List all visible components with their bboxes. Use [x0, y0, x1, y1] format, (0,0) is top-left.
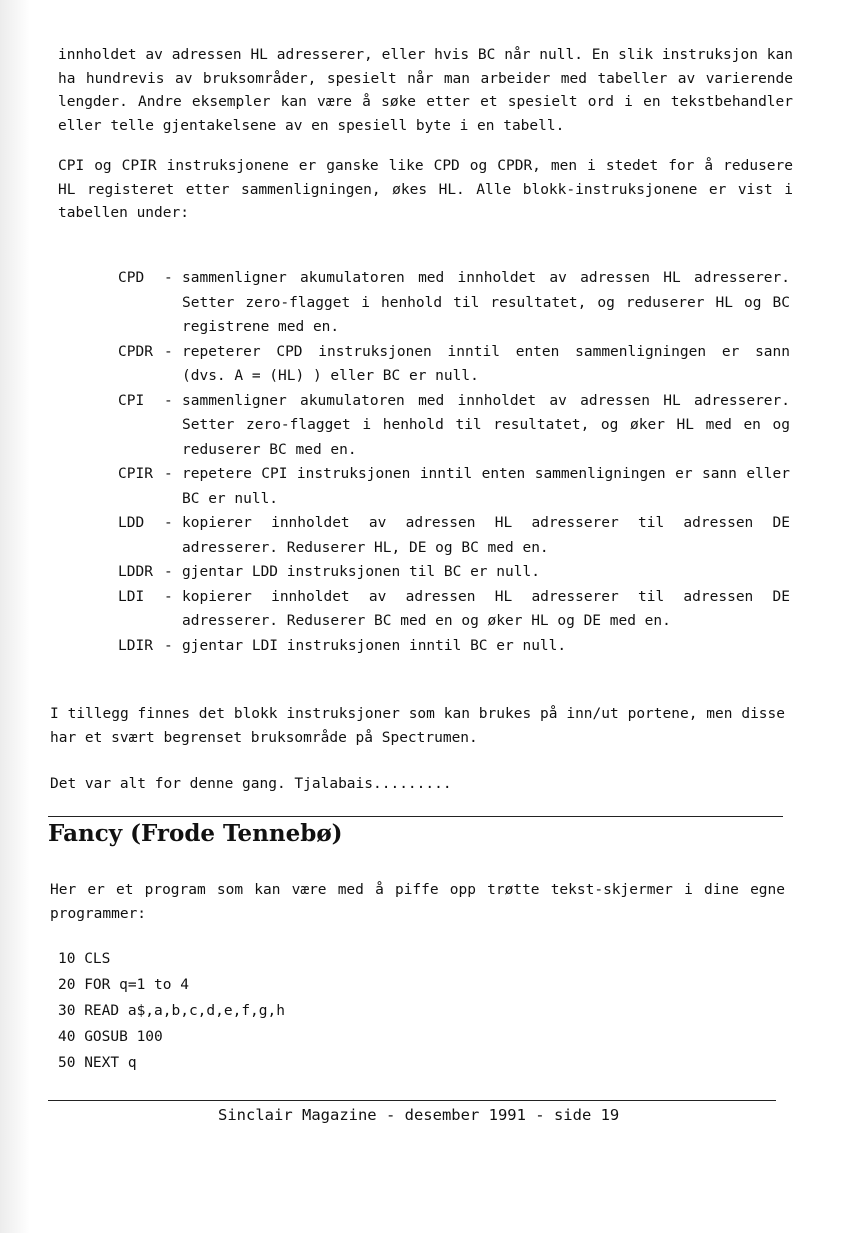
instruction-row — [118, 266, 790, 340]
instruction-dash: - — [164, 392, 173, 409]
intro-text — [58, 44, 793, 243]
code-line: 10 CLS — [58, 951, 111, 967]
instruction-row — [118, 511, 790, 560]
instruction-dash: - — [164, 466, 173, 482]
instruction-dash: - — [164, 515, 173, 531]
code-line: 50 NEXT q — [58, 1055, 137, 1071]
instruction-table — [118, 266, 790, 658]
instruction-dash: - — [164, 637, 173, 654]
footer-divider — [48, 1100, 776, 1101]
instruction-description: kopierer innholdet av adressen HL adresserer til adressen DE adresserer. Reduserer HL, DE og BC med en. — [182, 515, 790, 556]
intro-paragraph-2: CPI og CPIR instruksjonene er ganske like CPD og CPDR, men i stedet for å redusere HL registeret etter sammenligningen, økes HL. Alle blokk-instruksjonene er vist i tabellen under: — [58, 158, 793, 221]
instruction-description: repeterer CPD instruksjonen inntil enten sammenligningen er sann (dvs. A = (HL) ) eller BC er null. — [182, 343, 790, 384]
code-line: 20 FOR q=1 to 4 — [58, 977, 189, 993]
page-footer: Sinclair Magazine - desember 1991 - side 19 — [218, 1106, 620, 1124]
instruction-row — [118, 634, 790, 659]
instruction-mnemonic: CPIR — [118, 466, 153, 482]
outro-text — [50, 702, 785, 818]
instruction-mnemonic: LDIR — [118, 637, 153, 654]
instruction-mnemonic: CPD — [118, 270, 145, 286]
instruction-mnemonic: CPDR — [118, 343, 153, 360]
instruction-row — [118, 560, 790, 585]
instruction-row — [118, 389, 790, 463]
section-intro: Her er et program som kan være med å piffe opp trøtte tekst-skjermer i dine egne programmer: — [50, 882, 785, 922]
section-heading: Fancy (Frode Tennebø) — [48, 816, 783, 849]
code-listing — [58, 946, 285, 1076]
intro-paragraph-1: innholdet av adressen HL adresserer, eller hvis BC når null. En slik instruksjon kan ha hundrevis av bruksområder, spesielt når man arbeider med tabeller av varierende lengder. Andre eksempler kan være å søke etter et spesielt ord i en tekstbehandler eller telle gjentakelsene av en spesiell byte i en tabell. — [58, 47, 793, 134]
page-edge-shadow — [0, 0, 30, 1233]
instruction-mnemonic: CPI — [118, 392, 145, 409]
instruction-row — [118, 585, 790, 634]
instruction-mnemonic: LDD — [118, 515, 145, 531]
instruction-dash: - — [164, 564, 173, 580]
instruction-dash: - — [164, 588, 173, 605]
instruction-description: sammenligner akumulatoren med innholdet av adressen HL adresserer. Setter zero-flagget i henhold til resultatet, og øker HL med en og reduserer BC med en. — [182, 392, 790, 458]
code-line: 40 GOSUB 100 — [58, 1029, 163, 1045]
instruction-description: gjentar LDD instruksjonen til BC er null. — [182, 564, 540, 580]
instruction-description: repetere CPI instruksjonen inntil enten sammenligningen er sann eller BC er null. — [182, 466, 790, 507]
instruction-dash: - — [164, 343, 173, 360]
code-line: 30 READ a$,a,b,c,d,e,f,g,h — [58, 1003, 285, 1019]
instruction-mnemonic: LDI — [118, 588, 145, 605]
outro-paragraph-1: I tillegg finnes det blokk instruksjoner som kan brukes på inn/ut portene, men disse har et svært begrenset bruksområde på Spectrumen. — [50, 706, 785, 746]
instruction-description: kopierer innholdet av adressen HL adresserer til adressen DE adresserer. Reduserer BC med en og øker HL og DE med en. — [182, 588, 790, 629]
instruction-description: gjentar LDI instruksjonen inntil BC er null. — [182, 637, 567, 654]
instruction-description: sammenligner akumulatoren med innholdet av adressen HL adresserer. Setter zero-flagget i henhold til resultatet, og reduserer HL og BC registrene med en. — [182, 270, 790, 335]
instruction-dash: - — [164, 270, 173, 286]
outro-paragraph-2: Det var alt for denne gang. Tjalabais......... — [50, 776, 452, 792]
instruction-mnemonic: LDDR — [118, 564, 153, 580]
instruction-row — [118, 462, 790, 511]
instruction-row — [118, 340, 790, 389]
